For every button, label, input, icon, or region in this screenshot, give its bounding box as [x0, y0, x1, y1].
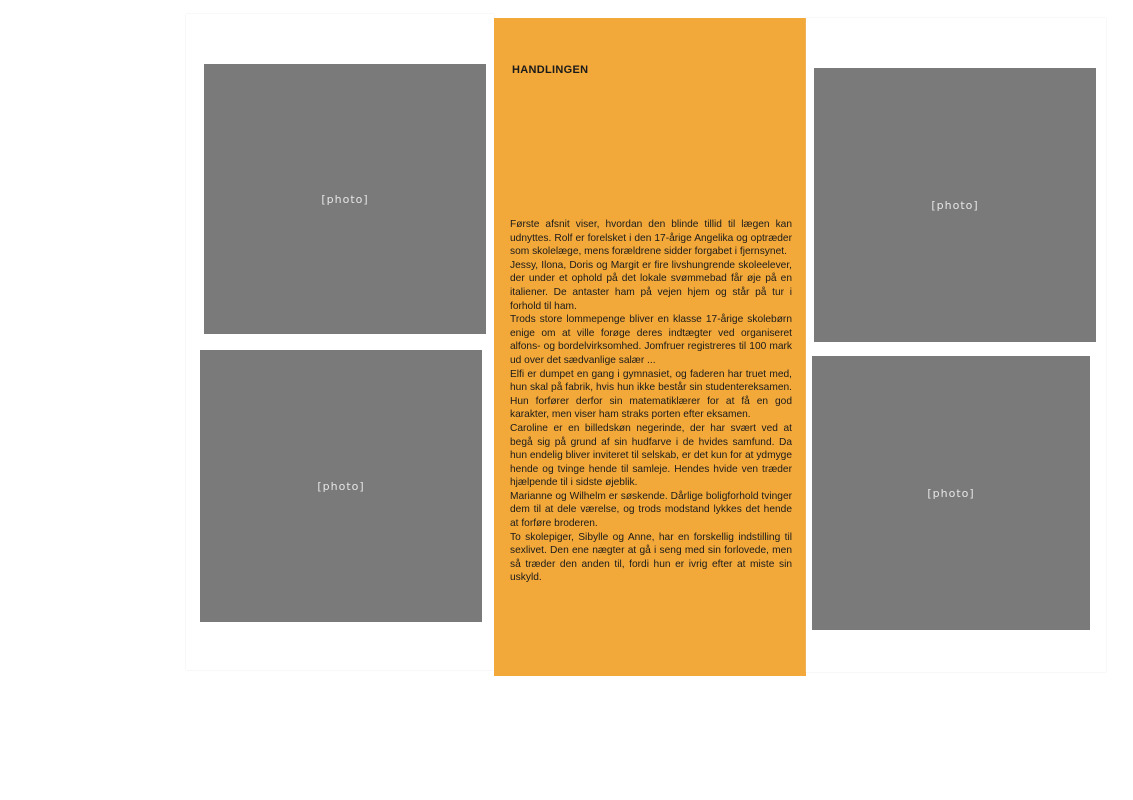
photo-placeholder-label: [photo] — [317, 479, 365, 493]
paragraph: Caroline er en billedskøn negerinde, der har svært ved at begå sig på grund af sin hudfarve i de hvides samfund. Da hun endelig bliver inviteret til selskab, er det kun for at ydmyge hende og tvinge hende til samleje. Hendes hvide ven træder hjælpende til i sidste øjeblik. — [510, 422, 792, 489]
right-page — [806, 18, 1106, 672]
photo-placeholder-label: [photo] — [927, 486, 975, 500]
paragraph: Jessy, Ilona, Doris og Margit er fire livshungrende skoleelever, der under et ophold på det lokale svømmebad får øje på en italiener. De antaster ham på vejen hjem og står på tur i forhold til ham. — [510, 259, 792, 312]
photo-placeholder-label: [photo] — [931, 198, 979, 212]
photo-top-left — [204, 64, 486, 334]
plot-text — [510, 218, 792, 585]
middle-page — [494, 18, 806, 676]
left-page — [186, 14, 494, 670]
photo-placeholder-label: [photo] — [321, 192, 369, 206]
photo-top-right — [814, 68, 1096, 342]
photo-bottom-left — [200, 350, 482, 622]
paragraph: Elfi er dumpet en gang i gymnasiet, og faderen har truet med, hun skal på fabrik, hvis hun ikke består sin studentereksamen. Hun forfører derfor sin matematiklærer for at få en god karakter, men viser ham straks porten efter eksamen. — [510, 368, 792, 421]
section-heading: HANDLINGEN — [512, 64, 589, 76]
paragraph: Trods store lommepenge bliver en klasse 17-årige skolebørn enige om at ville forøge deres indtægter ved organiseret alfons- og bordelvirksomhed. Jomfruer registreres til 100 mark ud over det sædvanlige salær ... — [510, 314, 792, 366]
paragraph: Første afsnit viser, hvordan den blinde tillid til lægen kan udnyttes. Rolf er forelsket i den 17-årige Angelika og optræder som skolelæge, mens forældrene sidder forgabet i fjernsynet. — [510, 219, 792, 258]
paragraph: Marianne og Wilhelm er søskende. Dårlige boligforhold tvinger dem til at dele værelse, og trods modstand lykkes det hende at forføre broderen. — [510, 490, 792, 530]
photo-bottom-right — [812, 356, 1090, 630]
paragraph: To skolepiger, Sibylle og Anne, har en forskellig indstilling til sexlivet. Den ene nægter at gå i seng med sin forlovede, men så træder den anden til, fordi hun er ivrig efter at miste sin uskyld. — [510, 531, 792, 584]
